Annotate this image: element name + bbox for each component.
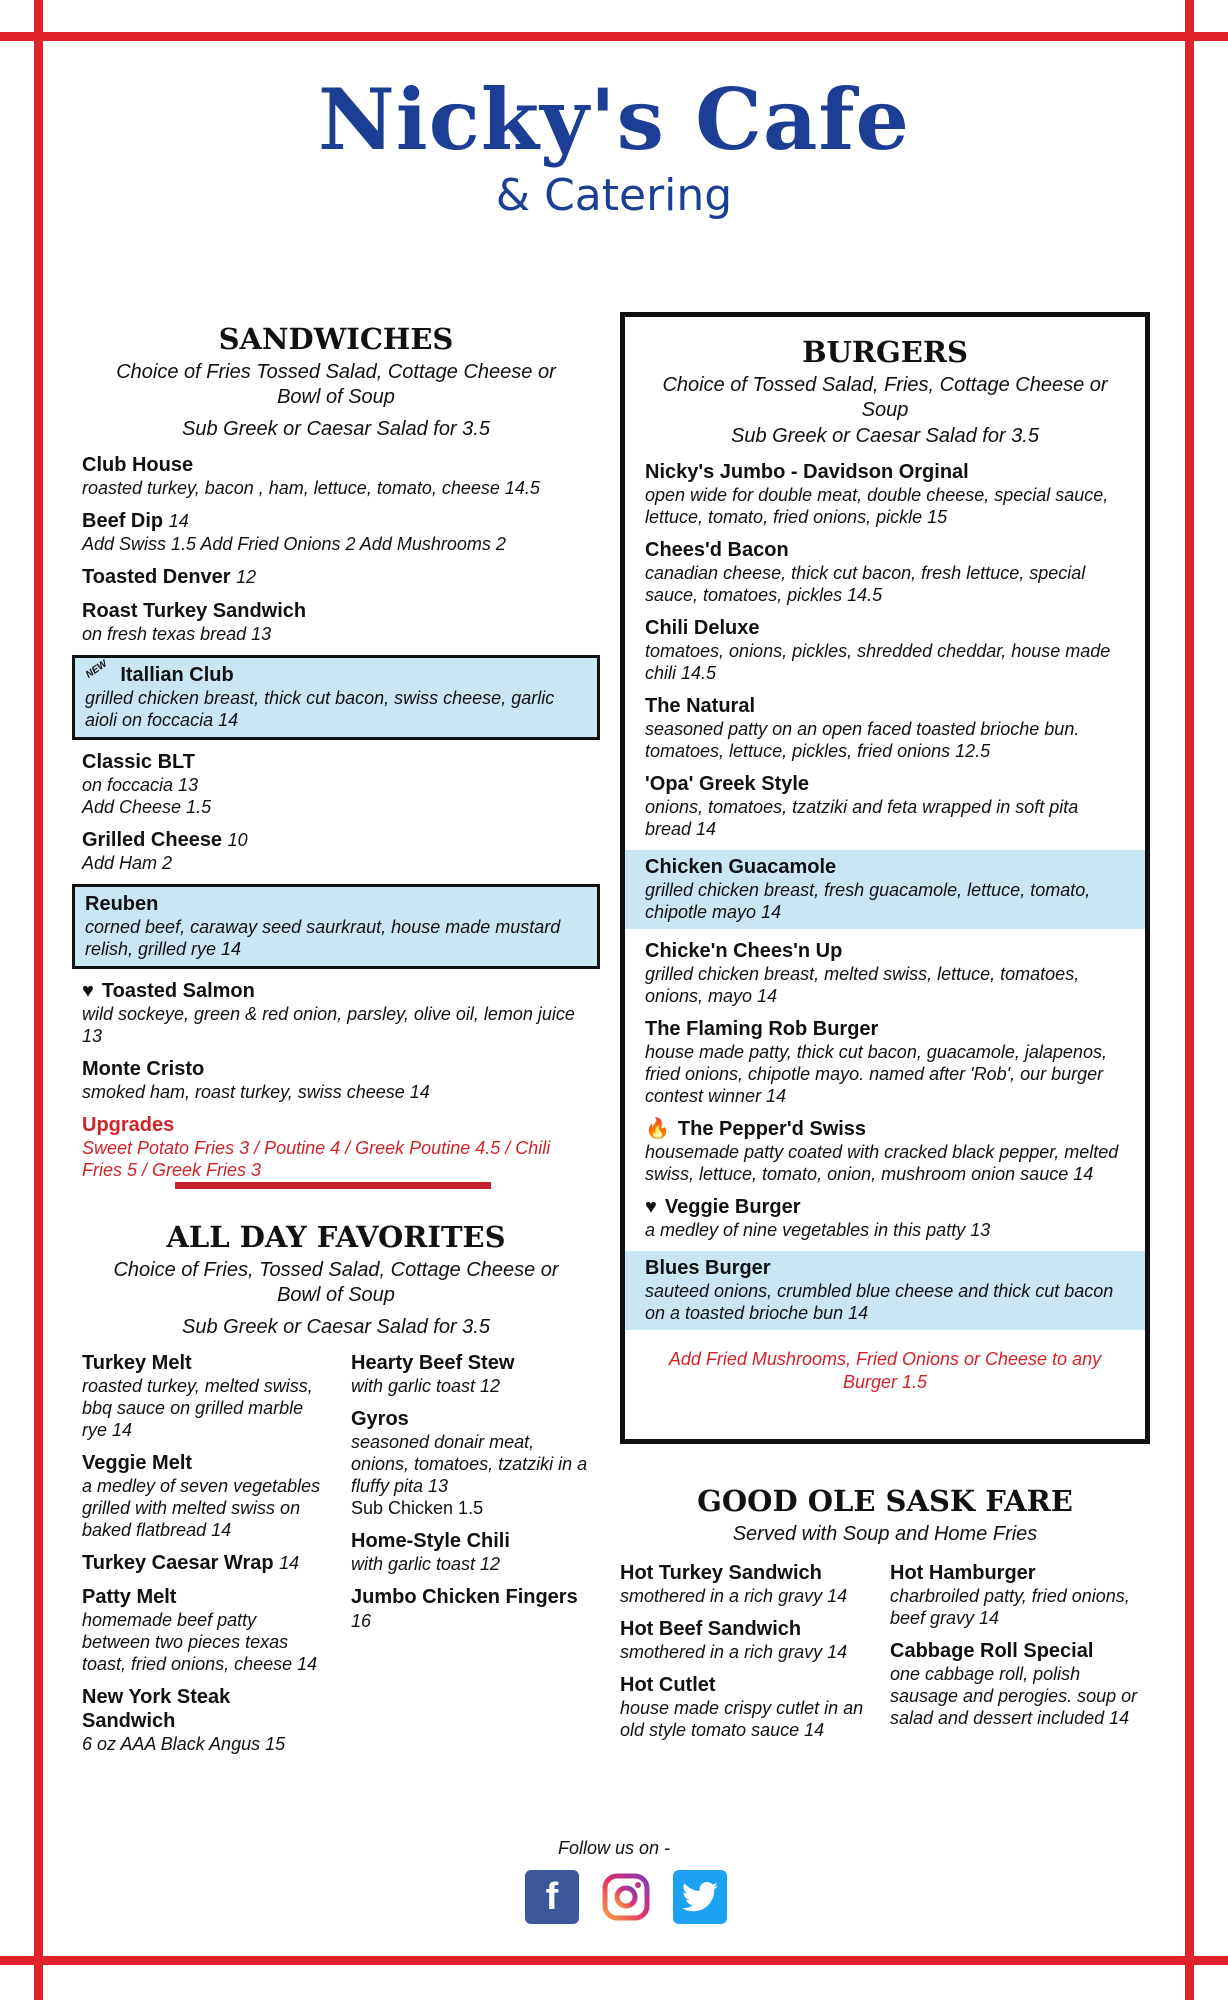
item-name: Itallian Club <box>120 664 234 686</box>
item-name: Veggie Burger <box>664 1196 801 1218</box>
item-name: Home-Style Chili <box>351 1530 510 1552</box>
item-desc: on foccacia 13 <box>82 775 199 795</box>
menu-item-toasted-denver <box>72 565 600 589</box>
item-desc: Add Ham 2 <box>82 853 173 873</box>
sask-sub: Served with Soup and Home Fries <box>732 1523 1038 1545</box>
item-name: Patty Melt <box>82 1586 177 1608</box>
menu-item-blues-burger <box>625 1251 1145 1330</box>
item-desc: grilled chicken breast, thick cut bacon, swiss cheese, garlic aioli on foccacia 14 <box>85 688 555 730</box>
menu-item-pepperd-swiss <box>635 1117 1135 1185</box>
item-name: Turkey Caesar Wrap <box>82 1552 274 1574</box>
item-name: Toasted Denver <box>82 566 231 588</box>
item-desc: smothered in a rich gravy 14 <box>620 1642 848 1662</box>
item-name: Classic BLT <box>82 751 195 773</box>
item-name: Hot Turkey Sandwich <box>620 1562 822 1584</box>
item-name: Gyros <box>351 1408 409 1430</box>
sask-col-right <box>890 1561 1150 1751</box>
sask-section <box>620 1484 1150 1751</box>
item-price: 14 <box>279 1553 300 1573</box>
menu-item-club-house <box>72 453 600 499</box>
menu-item-monte-cristo <box>72 1057 600 1103</box>
item-name: Chicke'n Chees'n Up <box>645 940 843 962</box>
item-name: Beef Dip <box>82 510 164 532</box>
menu-item-chili-deluxe <box>635 616 1135 684</box>
menu-item-opa <box>635 772 1135 840</box>
upgrades <box>72 1113 600 1181</box>
menu-item-veggie-melt <box>72 1451 331 1541</box>
item-name: Blues Burger <box>645 1257 771 1279</box>
item-desc: Add Swiss 1.5 Add Fried Onions 2 Add Mushrooms 2 <box>82 534 506 554</box>
item-desc: house made crispy cutlet in an old style tomato sauce 14 <box>620 1698 864 1740</box>
item-addon: Add Cheese 1.5 <box>82 797 212 817</box>
item-desc: housemade patty coated with cracked black pepper, melted swiss, lettuce, tomato, onion, mushroom onion sauce 14 <box>645 1142 1119 1184</box>
twitter-icon[interactable] <box>673 1870 727 1924</box>
menu-item-hot-cutlet <box>620 1673 880 1741</box>
item-name: Monte Cristo <box>82 1058 205 1080</box>
menu-item-italian-club <box>72 655 600 740</box>
item-desc: roasted turkey, melted swiss, bbq sauce on grilled marble rye 14 <box>82 1376 313 1440</box>
item-price: 12 <box>236 567 257 587</box>
item-desc: smothered in a rich gravy 14 <box>620 1586 848 1606</box>
sandwiches-heading: SANDWICHES <box>218 322 454 356</box>
upgrades-desc: Sweet Potato Fries 3 / Poutine 4 / Greek Poutine 4.5 / Chili Fries 5 / Greek Fries 3 <box>82 1138 551 1180</box>
menu-item-beef-dip <box>72 509 600 555</box>
menu-item-flaming-rob <box>635 1017 1135 1107</box>
item-name: Hot Hamburger <box>890 1562 1036 1584</box>
item-name: Cabbage Roll Special <box>890 1640 1094 1662</box>
restaurant-subtitle: & Catering <box>495 170 733 221</box>
menu-item-cabbage-roll <box>890 1639 1150 1729</box>
burger-addon-note: Add Fried Mushrooms, Fried Onions or Cheese to any Burger 1.5 <box>668 1349 1102 1392</box>
item-name: Chicken Guacamole <box>645 856 837 878</box>
menu-item-classic-blt <box>72 750 600 818</box>
all-day-col-left <box>72 1351 341 1765</box>
all-day-col-right <box>341 1351 600 1765</box>
menu-item-toasted-salmon <box>72 979 600 1047</box>
item-name: Nicky's Jumbo - Davidson Orginal <box>645 461 969 483</box>
sandwiches-choice: Choice of Fries Tossed Salad, Cottage Cheese or Bowl of Soup <box>116 361 556 408</box>
item-name: Club House <box>82 454 194 476</box>
item-name: Roast Turkey Sandwich <box>82 600 307 622</box>
item-price: 10 <box>227 830 248 850</box>
item-desc: homemade beef patty between two pieces texas toast, fried onions, cheese 14 <box>82 1610 318 1674</box>
facebook-icon[interactable]: f <box>525 1870 579 1924</box>
menu-item-jumbo <box>635 460 1135 528</box>
item-name: Reuben <box>85 893 159 915</box>
item-name: Veggie Melt <box>82 1452 193 1474</box>
item-name: Chees'd Bacon <box>645 539 789 561</box>
all-day-choice: Choice of Fries, Tossed Salad, Cottage Cheese or Bowl of Soup <box>113 1259 559 1306</box>
instagram-icon[interactable] <box>599 1870 653 1924</box>
item-name: Jumbo Chicken Fingers <box>351 1586 578 1608</box>
item-desc: onions, tomatoes, tzatziki and feta wrapped in soft pita bread 14 <box>645 797 1079 839</box>
menu-item-ny-steak <box>72 1685 331 1755</box>
item-name: New York Steak Sandwich <box>82 1686 231 1732</box>
sandwiches-sub: Sub Greek or Caesar Salad for 3.5 <box>182 418 490 440</box>
item-name: Toasted Salmon <box>101 980 255 1002</box>
menu-item-turkey-melt <box>72 1351 331 1441</box>
heart-icon: ♥ <box>645 1196 657 1218</box>
item-price: 14 <box>168 511 189 531</box>
frame-top <box>0 32 1228 41</box>
heart-icon: ♥ <box>82 980 94 1002</box>
frame-bottom <box>0 1956 1228 1965</box>
item-desc: wild sockeye, green & red onion, parsley, olive oil, lemon juice 13 <box>82 1004 575 1046</box>
all-day-section <box>72 1220 600 1765</box>
section-divider <box>175 1182 491 1189</box>
item-name: The Pepper'd Swiss <box>677 1118 867 1140</box>
item-desc: canadian cheese, thick cut bacon, fresh lettuce, special sauce, tomatoes, pickles 14.5 <box>645 563 1086 605</box>
follow-us-text: Follow us on - <box>557 1838 671 1858</box>
item-desc: 6 oz AAA Black Angus 15 <box>82 1734 286 1754</box>
item-name: Turkey Melt <box>82 1352 192 1374</box>
menu-item-turkey-caesar <box>72 1551 331 1575</box>
item-desc: on fresh texas bread 13 <box>82 624 272 644</box>
item-desc: sauteed onions, crumbled blue cheese and thick cut bacon on a toasted brioche bun 14 <box>645 1281 1114 1323</box>
menu-item-hot-turkey <box>620 1561 880 1607</box>
menu-item-chicken-cheesn <box>635 939 1135 1007</box>
item-name: The Flaming Rob Burger <box>645 1018 879 1040</box>
item-desc: open wide for double meat, double cheese, special sauce, lettuce, tomato, fried onions, pickle 15 <box>645 485 1109 527</box>
item-desc: with garlic toast 12 <box>351 1554 501 1574</box>
item-desc: charbroiled patty, fried onions, beef gravy 14 <box>890 1586 1130 1628</box>
menu-item-patty-melt <box>72 1585 331 1675</box>
menu-item-grilled-cheese <box>72 828 600 874</box>
menu-item-chicken-guacamole <box>625 850 1145 929</box>
menu-item-chili <box>341 1529 600 1575</box>
item-name: The Natural <box>645 695 756 717</box>
item-name: Grilled Cheese <box>82 829 223 851</box>
item-desc: house made patty, thick cut bacon, guacamole, jalapenos, fried onions, chipotle mayo. named after 'Rob', our burger contest winner 14 <box>645 1042 1107 1106</box>
menu-item-beef-stew <box>341 1351 600 1397</box>
menu-item-roast-turkey <box>72 599 600 645</box>
frame-right <box>1185 0 1194 2000</box>
burgers-choice: Choice of Tossed Salad, Fries, Cottage Cheese or Soup <box>662 374 1108 421</box>
item-desc: with garlic toast 12 <box>351 1376 501 1396</box>
menu-item-veggie-burger <box>635 1195 1135 1241</box>
menu-item-hot-beef <box>620 1617 880 1663</box>
burgers-sub: Sub Greek or Caesar Salad for 3.5 <box>731 425 1039 447</box>
item-desc: tomatoes, onions, pickles, shredded cheddar, house made chili 14.5 <box>645 641 1111 683</box>
item-addon: Sub Chicken 1.5 <box>351 1498 484 1518</box>
sandwiches-section <box>72 322 600 1191</box>
item-desc: roasted turkey, bacon , ham, lettuce, tomato, cheese 14.5 <box>82 478 540 498</box>
sask-heading: GOOD OLE SASK FARE <box>697 1484 1073 1518</box>
burgers-section <box>620 312 1150 1444</box>
social-icons <box>525 1870 727 1924</box>
new-badge: NEW <box>83 658 110 681</box>
all-day-sub: Sub Greek or Caesar Salad for 3.5 <box>182 1316 490 1338</box>
upgrades-title: Upgrades <box>82 1114 175 1136</box>
item-name: Chili Deluxe <box>645 617 760 639</box>
frame-left <box>34 0 43 2000</box>
flame-icon: 🔥 <box>645 1118 670 1140</box>
all-day-heading: ALL DAY FAVORITES <box>166 1220 506 1254</box>
item-name: Hot Beef Sandwich <box>620 1618 802 1640</box>
restaurant-title: Nicky's Cafe <box>318 70 910 169</box>
item-desc: a medley of seven vegetables grilled with melted swiss on baked flatbread 14 <box>82 1476 321 1540</box>
item-desc: one cabbage roll, polish sausage and perogies. soup or salad and dessert included 14 <box>890 1664 1138 1728</box>
menu-item-fingers <box>341 1585 600 1633</box>
item-desc: grilled chicken breast, fresh guacamole, lettuce, tomato, chipotle mayo 14 <box>645 880 1091 922</box>
item-desc: grilled chicken breast, melted swiss, lettuce, tomatoes, onions, mayo 14 <box>645 964 1080 1006</box>
menu-item-hot-hamburger <box>890 1561 1150 1629</box>
item-price: 16 <box>351 1611 372 1631</box>
item-name: 'Opa' Greek Style <box>645 773 810 795</box>
burgers-heading: BURGERS <box>802 335 968 369</box>
item-desc: a medley of nine vegetables in this patty 13 <box>645 1220 991 1240</box>
item-desc: corned beef, caraway seed saurkraut, house made mustard relish, grilled rye 14 <box>85 917 561 959</box>
menu-item-gyros <box>341 1407 600 1519</box>
item-desc: smoked ham, roast turkey, swiss cheese 14 <box>82 1082 430 1102</box>
sask-col-left <box>620 1561 890 1751</box>
menu-item-cheesd-bacon <box>635 538 1135 606</box>
menu-item-reuben <box>72 884 600 969</box>
item-desc: seasoned patty on an open faced toasted brioche bun. tomatoes, lettuce, pickles, fried onions 12.5 <box>645 719 1080 761</box>
item-desc: seasoned donair meat, onions, tomatoes, tzatziki in a fluffy pita 13 <box>351 1432 588 1496</box>
item-name: Hearty Beef Stew <box>351 1352 515 1374</box>
menu-item-natural <box>635 694 1135 762</box>
item-name: Hot Cutlet <box>620 1674 716 1696</box>
